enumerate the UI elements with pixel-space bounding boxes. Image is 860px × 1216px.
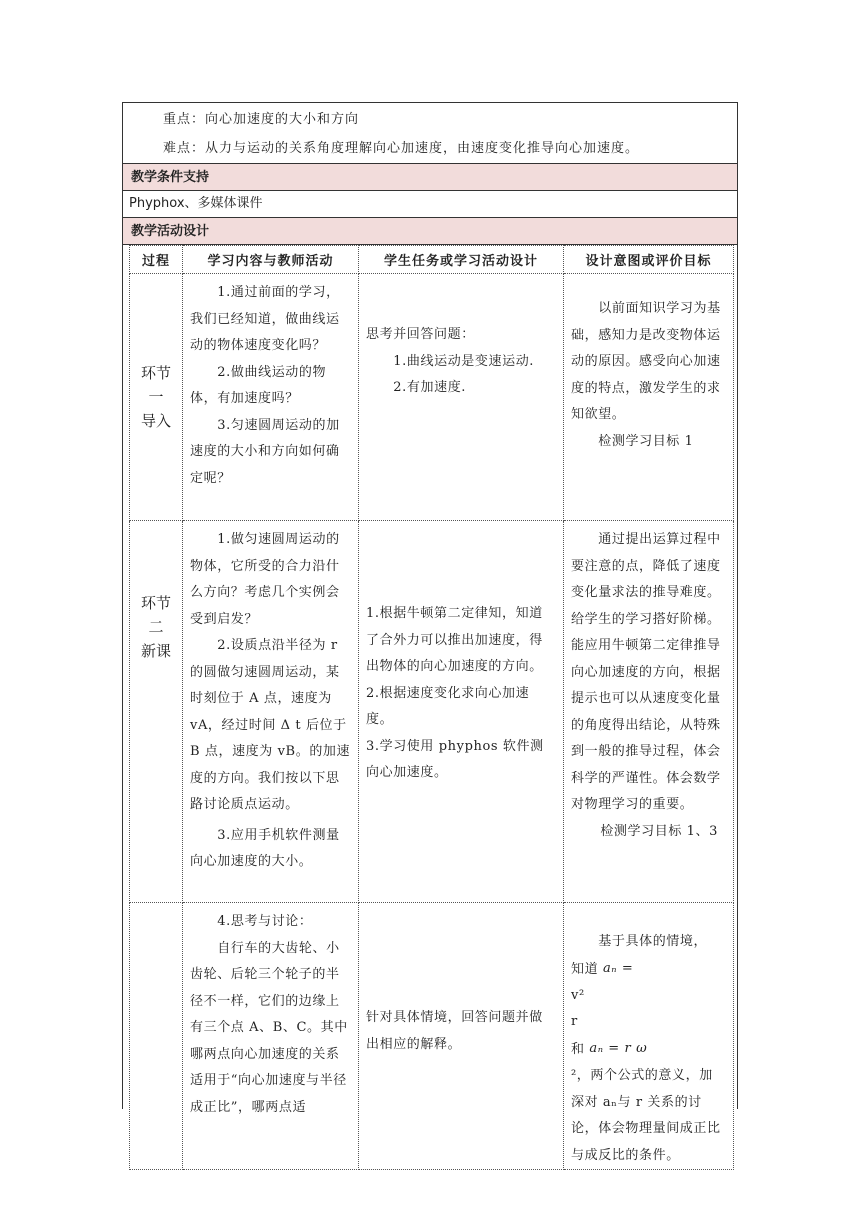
- intent-cell: [564, 274, 734, 521]
- stage-number: 二: [148, 618, 164, 636]
- activity-section-title: 教学活动设计: [123, 218, 737, 245]
- intent-text: ²，两个公式的意义，加深对 aₙ与 r 关系的讨论，体会物理量间成正比与成反比的条件。: [571, 1068, 721, 1163]
- stage-number: 一: [148, 388, 164, 406]
- stage-cell: [130, 521, 183, 903]
- table-header-row: [130, 246, 734, 274]
- stage-label: 环节: [140, 594, 171, 612]
- support-section-title: 教学条件支持: [123, 164, 737, 191]
- support-content: Phyphox、多媒体课件: [123, 191, 737, 218]
- student-text: 2.有加速度.: [393, 380, 467, 395]
- stage-name: 新课: [140, 642, 171, 660]
- teacher-text: 1.通过前面的学习，我们已经知道，做曲线运动的物体速度变化吗？: [190, 285, 340, 353]
- teacher-text: 自行车的大齿轮、小齿轮、后轮三个轮子的半径不一样，它们的边缘上有三个点 A、B、C。其中哪两点向心加速度的关系适用于“向心加速度与半径成正比”，哪两点适: [190, 940, 348, 1115]
- goal-text: 检测学习目标 1: [598, 433, 694, 449]
- table-row: [130, 521, 734, 903]
- table-row: [130, 903, 734, 1170]
- header-student: 学生任务或学习活动设计: [359, 246, 564, 274]
- student-text: 思考并回答问题：: [366, 327, 475, 342]
- student-cell: [359, 274, 564, 521]
- header-teacher: 学习内容与教师活动: [183, 246, 359, 274]
- intent-text: 知道: [571, 961, 599, 977]
- teacher-cell: [183, 903, 359, 1170]
- intent-cell: [564, 521, 734, 903]
- formula-line: [571, 956, 726, 983]
- teacher-text: 3.应用手机软件测量向心加速度的大小。: [190, 827, 340, 869]
- teacher-text: 1.做匀速圆周运动的物体，它所受的合力沿什么方向？考虑几个实例会受到启发？: [190, 532, 340, 627]
- document-page: [122, 102, 738, 1163]
- teacher-text: 4.思考与讨论：: [217, 914, 313, 929]
- key-points-block: [123, 103, 737, 164]
- difficulty-text: 难点：从力与运动的关系角度理解向心加速度，由速度变化推导向心加速度。: [163, 141, 640, 156]
- formula-lhs: aₙ =: [602, 960, 634, 976]
- student-cell: [359, 521, 564, 903]
- student-text: 1.根据牛顿第二定律知，知道了合外力可以推出加速度，得出物体的向心加速度的方向。: [366, 606, 543, 674]
- teacher-cell: [183, 274, 359, 521]
- intent-text: 通过提出运算过程中要注意的点，降低了速度变化量求法的推导难度。给学生的学习搭好阶梯。能应用牛顿第二定律推导向心加速度的方向，根据提示也可以从速度变化量的角度得出结论，从特殊到一般的推导过程，体会科学的严谨性。体会数学对物理学习的重要。: [571, 532, 721, 812]
- activity-table: [129, 245, 734, 1170]
- stage-cell: [130, 903, 183, 1170]
- table-row: [130, 274, 734, 521]
- header-process: 过程: [130, 246, 183, 274]
- key-point-text: 重点：向心加速度的大小和方向: [163, 112, 360, 127]
- teacher-text: 3.匀速圆周运动的加速度的大小和方向如何确定呢？: [190, 417, 340, 486]
- intent-text: 和: [571, 1041, 585, 1057]
- header-intent: 设计意图或评价目标: [564, 246, 734, 274]
- teacher-cell: [183, 521, 359, 903]
- stage-label: 环节: [140, 364, 171, 382]
- student-text: 2.根据速度变化求向心加速度。: [366, 685, 530, 727]
- goal-text: 检测学习目标 1、3: [600, 823, 718, 839]
- stage-name: 导入: [140, 412, 171, 430]
- formula-an: aₙ = r ω: [589, 1040, 648, 1056]
- stage-cell: [130, 274, 183, 521]
- formula-denominator: r: [571, 1014, 578, 1030]
- intent-cell: [564, 903, 734, 1170]
- student-text: 1.曲线运动是变速运动.: [393, 353, 535, 369]
- teacher-text: 2.做曲线运动的物体，有加速度吗？: [190, 364, 327, 406]
- student-text: 3.学习使用 phyphos 软件测向心加速度。: [366, 738, 544, 780]
- intent-text: 以前面知识学习为基础，感知力是改变物体运动的原因。感受向心加速度的特点，激发学生的求知欲望。: [571, 301, 721, 422]
- student-text: 针对具体情境，回答问题并做出相应的解释。: [366, 1010, 543, 1052]
- intent-text: 基于具体的情境，: [598, 934, 708, 949]
- teacher-text: 2.设质点沿半径为 r 的圆做匀速圆周运动，某时刻位于 A 点，速度为 vA，经过时间 Δ t 后位于 B 点，速度为 vB。的加速度的方向。我们按以下思路讨论质点运动。: [190, 638, 351, 812]
- lesson-plan-frame: [122, 102, 738, 1163]
- student-cell: [359, 903, 564, 1170]
- formula-numerator: v²: [571, 987, 585, 1003]
